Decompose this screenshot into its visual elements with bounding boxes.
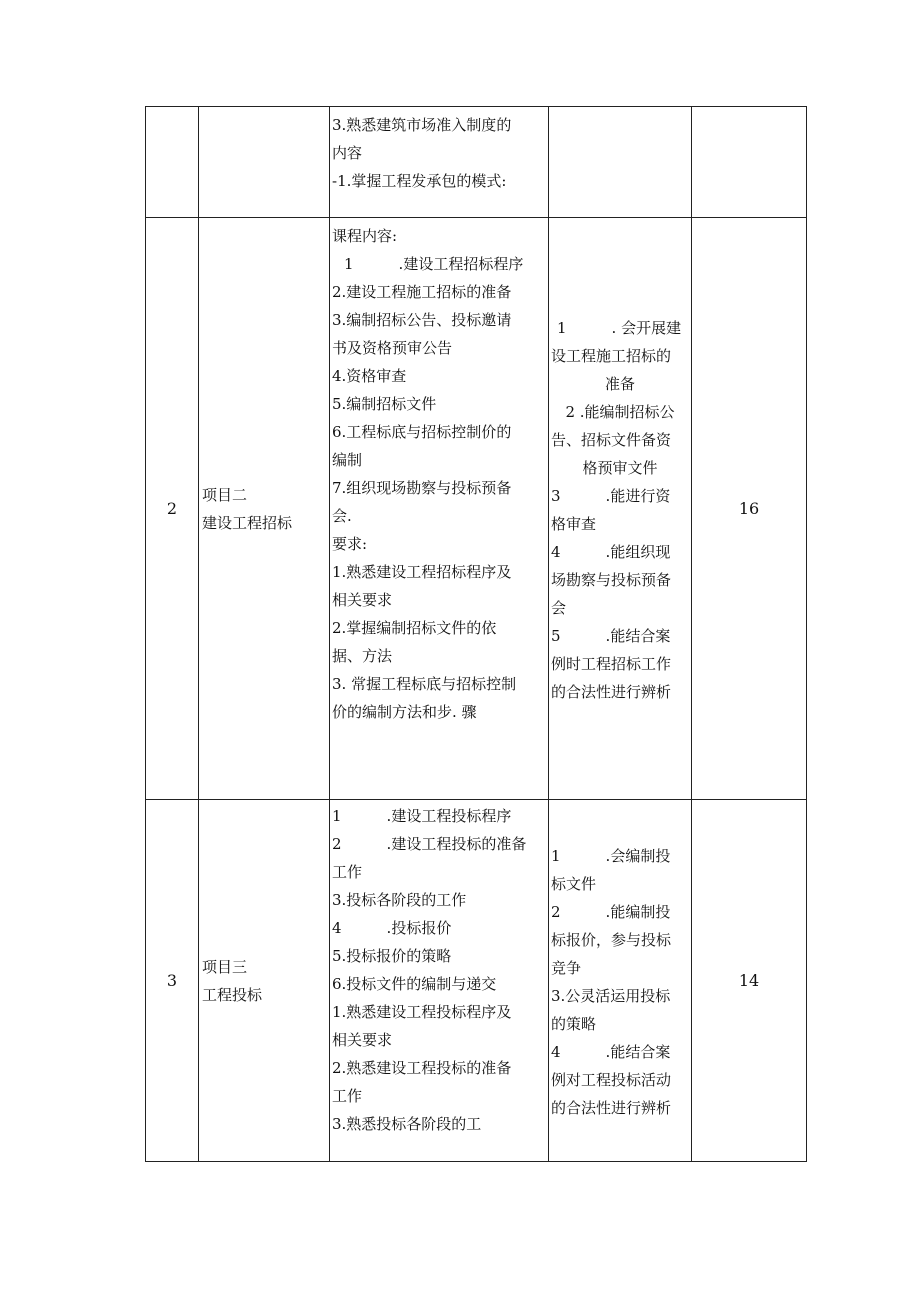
skill-line: 3.公灵活运用投标 [551,987,671,1005]
item-number: 2 [551,903,561,921]
project-label: 项目二 [202,485,248,504]
item-text: .建设工程投标程序 [386,807,512,825]
item-text: .投标报价 [386,919,452,937]
content-line: 2.掌握编制招标文件的依 [332,619,497,637]
content-line: 6.工程标底与招标控制价的 [332,423,512,441]
skill-line: 场勘察与投标预备 [551,571,672,589]
skill-line: 的策略 [551,1015,597,1033]
skill-line: 准备 [604,375,635,393]
table-row [146,107,807,218]
content-line: 6.投标文件的编制与递交 [332,975,497,993]
item-text: .能组织现 [605,543,671,561]
item-text: .能结合案 [605,1043,671,1061]
content-line: 3.熟悉建筑市场准入制度的 [332,116,512,134]
content-line: 3.熟悉投标各阶段的工 [332,1115,482,1133]
skills-cell [549,218,692,800]
project-cell [199,107,330,218]
item-number: 4 [551,543,561,561]
item-number: 5 [551,627,561,645]
content-line: 编制 [332,451,363,469]
content-line [332,830,545,858]
content-line [332,914,545,942]
skill-line: 告、招标文件备资 [551,431,672,449]
content-line: 书及资格预审公告 [332,339,453,357]
skill-line: 格预审文件 [582,459,658,477]
content-line: -1.掌握工程发承包的模式: [332,172,507,190]
project-cell [199,218,330,800]
content-line: 7.组织现场勘察与投标预备 [332,479,512,497]
item-text: .会编制投 [605,847,671,865]
item-text: .能结合案 [605,627,671,645]
project-label: 项目三 [202,957,248,976]
hours-cell: 16 [692,218,807,800]
skills-cell [549,800,692,1162]
content-line: 5.编制招标文件 [332,395,437,413]
item-number: 3 [551,487,561,505]
item-number: 1 [551,847,561,865]
content-line: 相关要求 [332,1031,393,1049]
skill-line [551,898,689,926]
row-number-cell [146,107,199,218]
content-cell [330,107,549,218]
content-cell [330,800,549,1162]
table-row [146,800,807,1162]
skill-line: 例对工程投标活动 [551,1071,672,1089]
skill-line [551,538,689,566]
content-line: 5.投标报价的策略 [332,947,452,965]
content-line: 工作 [332,1087,363,1105]
course-table [145,106,807,1162]
skill-line: 会 [551,599,567,617]
skill-line: 2 .能编制招标公 [565,403,675,421]
table-row [146,218,807,800]
content-line: 2.建设工程施工招标的准备 [332,283,512,301]
skill-line [551,482,689,510]
content-line: 工作 [332,863,363,881]
skill-line [551,622,689,650]
item-text: . 会开展建 [611,319,682,337]
item-text: .建设工程招标程序 [398,255,524,273]
content-line: 据、方法 [332,647,393,665]
skill-line: 标报价，参与投标 [551,931,672,949]
project-cell [199,800,330,1162]
item-text: .能编制投 [605,903,671,921]
skill-line: 的合法性进行辨析 [551,683,672,701]
content-line: 要求: [332,535,368,553]
item-number: 1 [557,319,567,337]
hours-cell [692,107,807,218]
item-number: 4 [332,919,342,937]
skill-line [551,842,689,870]
content-cell [330,218,549,800]
content-line: 相关要求 [332,591,393,609]
skill-line: 标文件 [551,875,597,893]
row-number-cell: 3 [146,800,199,1162]
skill-line: 的合法性进行辨析 [551,1099,672,1117]
skill-line: 例时工程招标工作 [551,655,672,673]
skill-line: 设工程施工招标的 [551,347,672,365]
item-text: .建设工程投标的准备 [386,835,527,853]
item-number: 1 [332,807,342,825]
item-text: .能进行资 [605,487,671,505]
row-number-cell: 2 [146,218,199,800]
content-line [332,250,545,278]
hours-cell: 14 [692,800,807,1162]
content-line: 1.熟悉建设工程投标程序及 [332,1003,512,1021]
skill-line [551,314,689,342]
content-line: 3.投标各阶段的工作 [332,891,467,909]
content-line: 3. 常握工程标底与招标控制 [332,675,517,693]
project-title: 建设工程招标 [202,513,293,532]
content-line: 4.资格审查 [332,367,407,385]
content-line: 3.编制招标公告、投标邀请 [332,311,512,329]
content-line: 课程内容: [332,227,398,245]
item-number: 4 [551,1043,561,1061]
project-title: 工程投标 [202,985,263,1004]
item-number: 1 [344,255,354,273]
content-line: 会. [332,507,352,525]
skill-line: 竞争 [551,959,582,977]
content-line: 2.熟悉建设工程投标的准备 [332,1059,512,1077]
skill-line [551,1038,689,1066]
item-number: 2 [332,835,342,853]
skill-line: 格审查 [551,515,597,533]
content-line: 价的编制方法和步. 骤 [332,703,477,721]
skills-cell [549,107,692,218]
content-line: 1.熟悉建设工程招标程序及 [332,563,512,581]
content-line [332,802,545,830]
content-line: 内容 [332,144,363,162]
